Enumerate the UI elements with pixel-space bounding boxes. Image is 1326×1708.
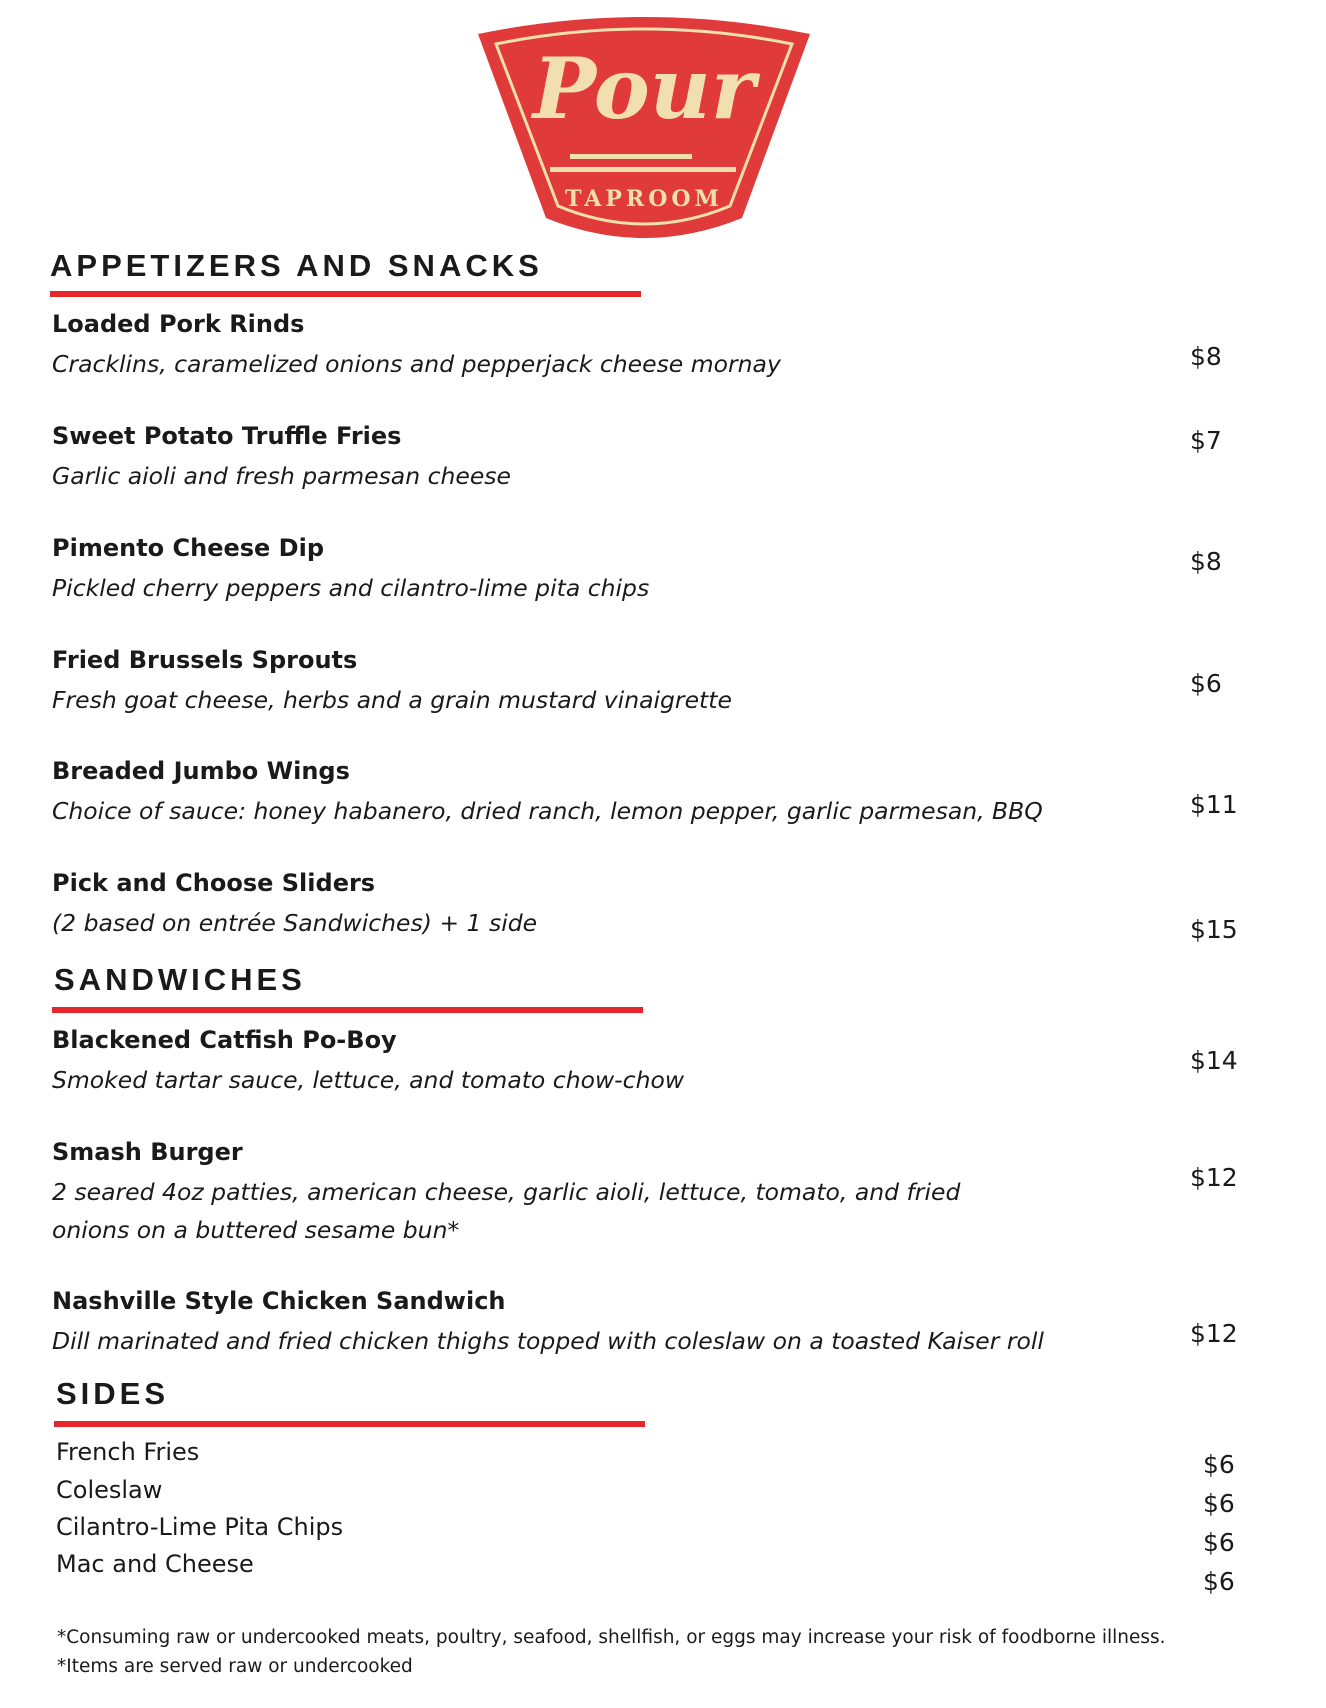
menu-item <box>52 1286 1082 1360</box>
item-price: $7 <box>1190 426 1222 455</box>
item-price: $11 <box>1190 790 1238 819</box>
menu-item <box>52 1137 1012 1249</box>
item-description: (2 based on entrée Sandwiches) + 1 side <box>52 909 538 937</box>
item-price: $6 <box>1190 669 1222 698</box>
item-name: Breaded Jumbo Wings <box>52 757 350 785</box>
item-price: $15 <box>1190 915 1238 944</box>
pour-taproom-logo <box>466 6 822 250</box>
item-name: Pick and Choose Sliders <box>52 869 376 897</box>
menu-item <box>52 533 1082 607</box>
section-divider <box>50 291 641 297</box>
item-name: Pimento Cheese Dip <box>52 534 325 562</box>
item-name: Blackened Catfish Po-Boy <box>52 1026 397 1054</box>
menu-item <box>52 309 1082 383</box>
menu-item <box>52 421 1082 495</box>
footnote-consumer-advisory: *Consuming raw or undercooked meats, poultry, seafood, shellfish, or eggs may increase your risk of foodborne illness. <box>57 1627 1166 1648</box>
item-description: 2 seared 4oz patties, american cheese, garlic aioli, lettuce, tomato, and fried onions on a buttered sesame bun* <box>52 1178 961 1244</box>
side-item: Mac and Cheese <box>56 1550 254 1578</box>
item-description: Pickled cherry peppers and cilantro-lime pita chips <box>52 574 650 602</box>
side-item: Cilantro-Lime Pita Chips <box>56 1513 344 1541</box>
item-name: Loaded Pork Rinds <box>52 310 305 338</box>
footnote-raw-items: *Items are served raw or undercooked <box>57 1656 413 1677</box>
section-title-sides: SIDES <box>56 1376 170 1411</box>
item-price: $12 <box>1190 1319 1238 1348</box>
item-description: Smoked tartar sauce, lettuce, and tomato chow-chow <box>52 1066 685 1094</box>
menu-item <box>52 868 1082 942</box>
item-price: $8 <box>1190 342 1222 371</box>
item-description: Cracklins, caramelized onions and pepperjack cheese mornay <box>52 350 781 378</box>
side-item: French Fries <box>56 1438 200 1466</box>
section-divider <box>52 1007 643 1013</box>
side-item: Coleslaw <box>56 1476 163 1504</box>
section-title-appetizers: APPETIZERS AND SNACKS <box>50 248 543 283</box>
side-price: $6 <box>1203 1528 1235 1557</box>
item-price: $14 <box>1190 1046 1238 1075</box>
logo-brand-text: Pour <box>532 39 756 138</box>
item-name: Sweet Potato Truffle Fries <box>52 422 402 450</box>
side-price: $6 <box>1203 1489 1235 1518</box>
menu-item <box>52 645 1082 719</box>
item-description: Dill marinated and fried chicken thighs topped with coleslaw on a toasted Kaiser roll <box>52 1327 1044 1355</box>
item-price: $12 <box>1190 1163 1238 1192</box>
item-description: Fresh goat cheese, herbs and a grain mustard vinaigrette <box>52 686 732 714</box>
side-price: $6 <box>1203 1567 1235 1596</box>
side-price: $6 <box>1203 1450 1235 1479</box>
menu-item <box>52 1025 1082 1099</box>
section-divider <box>54 1421 645 1427</box>
item-name: Fried Brussels Sprouts <box>52 646 358 674</box>
item-price: $8 <box>1190 547 1222 576</box>
item-description: Choice of sauce: honey habanero, dried ranch, lemon pepper, garlic parmesan, BBQ <box>52 797 1043 825</box>
section-title-sandwiches: SANDWICHES <box>54 962 306 997</box>
item-name: Nashville Style Chicken Sandwich <box>52 1287 506 1315</box>
logo-subtitle-text: TAPROOM <box>565 186 723 212</box>
menu-item <box>52 756 1082 830</box>
item-description: Garlic aioli and fresh parmesan cheese <box>52 462 512 490</box>
item-name: Smash Burger <box>52 1138 243 1166</box>
